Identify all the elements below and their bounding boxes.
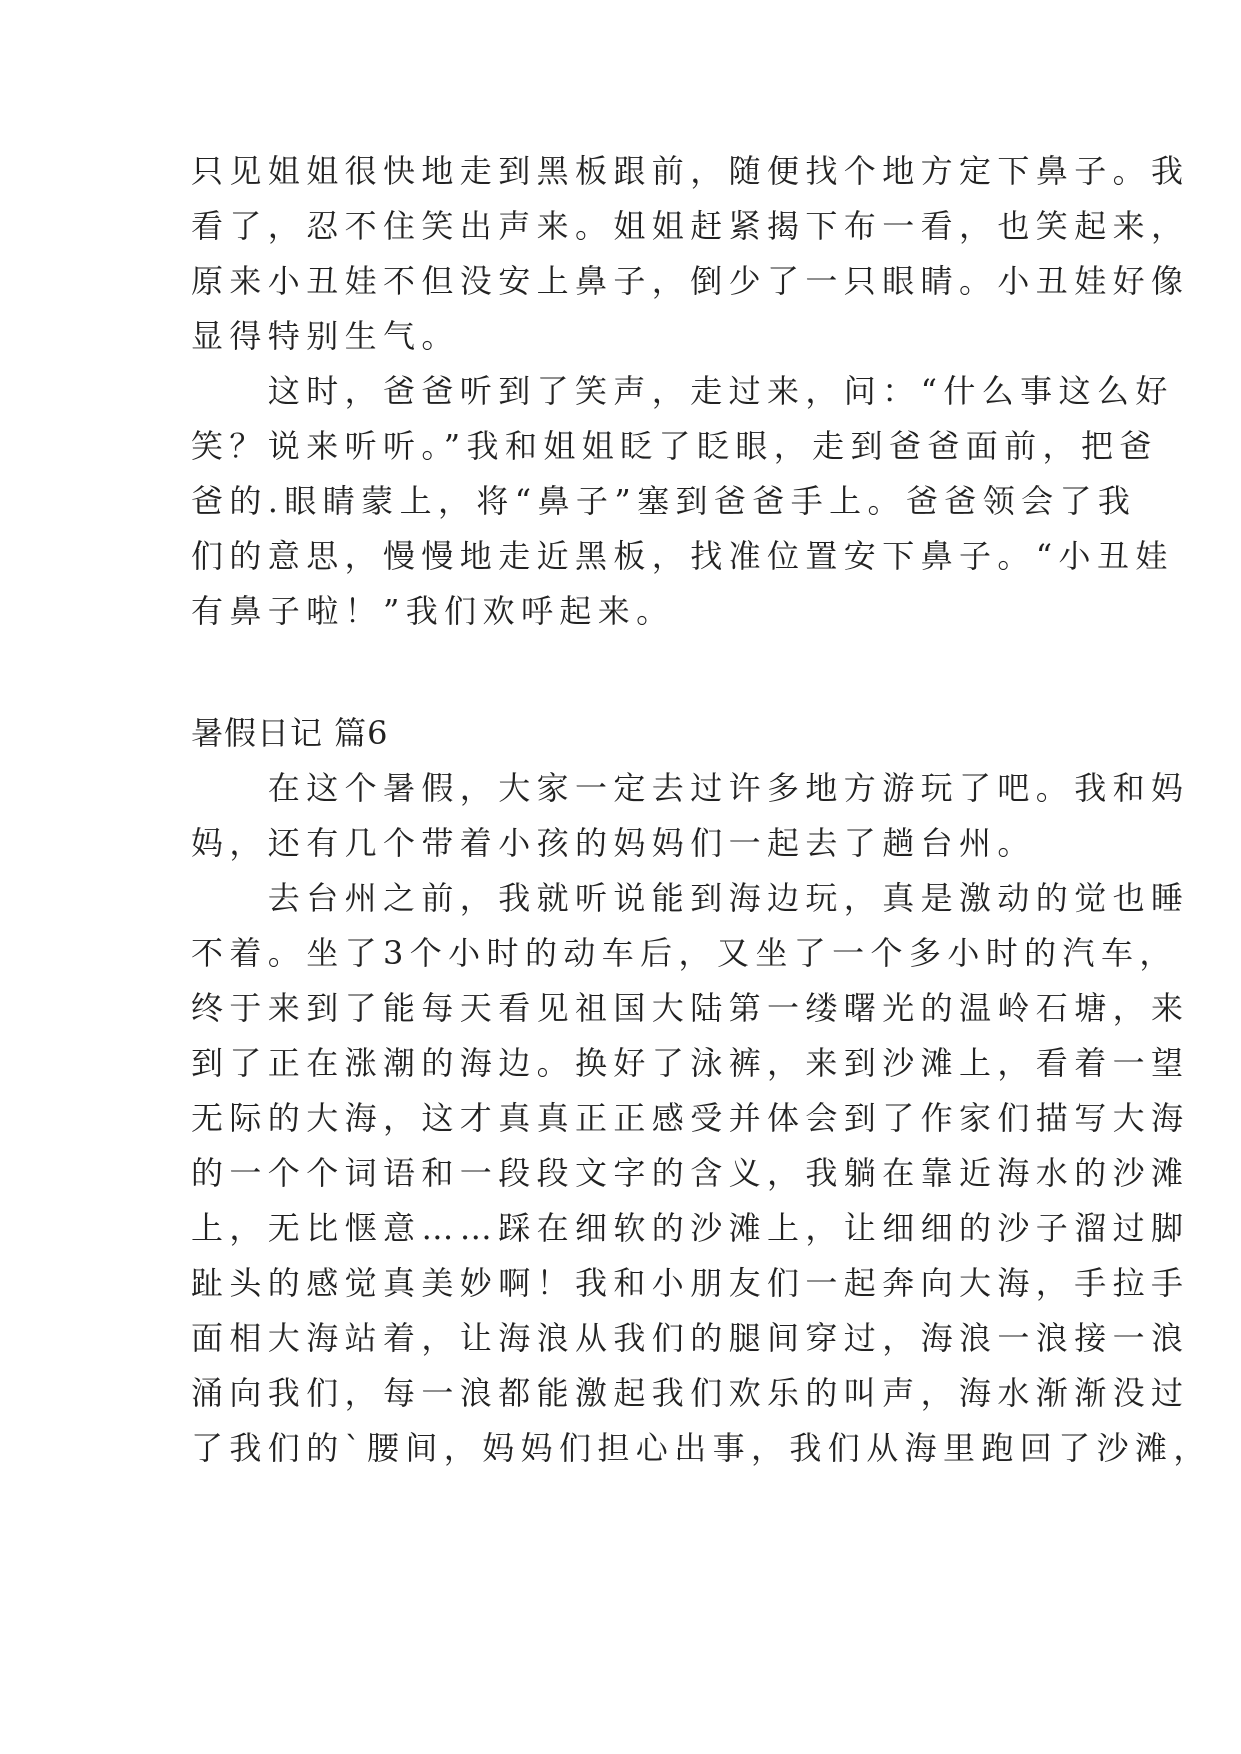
text-line: 去台州之前，我就听说能到海边玩，真是激动的觉也睡 xyxy=(191,879,1190,917)
text-line: 只见姐姐很快地走到黑板跟前，随便找个地方定下鼻子。我 xyxy=(191,152,1190,190)
text-line: 有鼻子啦！”我们欢呼起来。 xyxy=(191,592,675,630)
text-line: 不着。坐了3个小时的动车后，又坐了一个多小时的汽车， xyxy=(191,934,1178,972)
text-line: 了我们的`腰间，妈妈们担心出事，我们从海里跑回了沙滩， xyxy=(191,1429,1212,1467)
text-line: 趾头的感觉真美妙啊！我和小朋友们一起奔向大海，手拉手 xyxy=(191,1264,1190,1302)
text-line: 们的意思，慢慢地走近黑板，找准位置安下鼻子。“小丑娃 xyxy=(191,537,1174,575)
text-line: 涌向我们，每一浪都能激起我们欢乐的叫声，海水渐渐没过 xyxy=(191,1374,1190,1412)
text-line: 无际的大海，这才真真正正感受并体会到了作家们描写大海 xyxy=(191,1099,1190,1137)
text-line: 显得特别生气。 xyxy=(191,317,460,355)
text-line: 到了正在涨潮的海边。换好了泳裤，来到沙滩上，看着一望 xyxy=(191,1044,1190,1082)
text-line: 妈，还有几个带着小孩的妈妈们一起去了趟台州。 xyxy=(191,824,1036,862)
text-line: 笑？说来听听。”我和姐姐眨了眨眼，走到爸爸面前，把爸 xyxy=(191,427,1158,465)
text-line: 的一个个词语和一段段文字的含义，我躺在靠近海水的沙滩 xyxy=(191,1154,1190,1192)
text-line: 原来小丑娃不但没安上鼻子，倒少了一只眼睛。小丑娃好像 xyxy=(191,262,1190,300)
text-line: 这时，爸爸听到了笑声，走过来，问：“什么事这么好 xyxy=(191,372,1174,410)
text-line: 爸的.眼睛蒙上，将“鼻子”塞到爸爸手上。爸爸领会了我 xyxy=(191,482,1137,520)
text-line: 终于来到了能每天看见祖国大陆第一缕曙光的温岭石塘，来 xyxy=(191,989,1190,1027)
text-line: 在这个暑假，大家一定去过许多地方游玩了吧。我和妈 xyxy=(191,769,1190,807)
text-line: 上，无比惬意……踩在细软的沙滩上，让细细的沙子溜过脚 xyxy=(191,1209,1190,1247)
text-line: 看了，忍不住笑出声来。姐姐赶紧揭下布一看，也笑起来， xyxy=(191,207,1190,245)
text-line: 面相大海站着，让海浪从我们的腿间穿过，海浪一浪接一浪 xyxy=(191,1319,1190,1357)
section-title: 暑假日记 篇6 xyxy=(191,714,389,752)
